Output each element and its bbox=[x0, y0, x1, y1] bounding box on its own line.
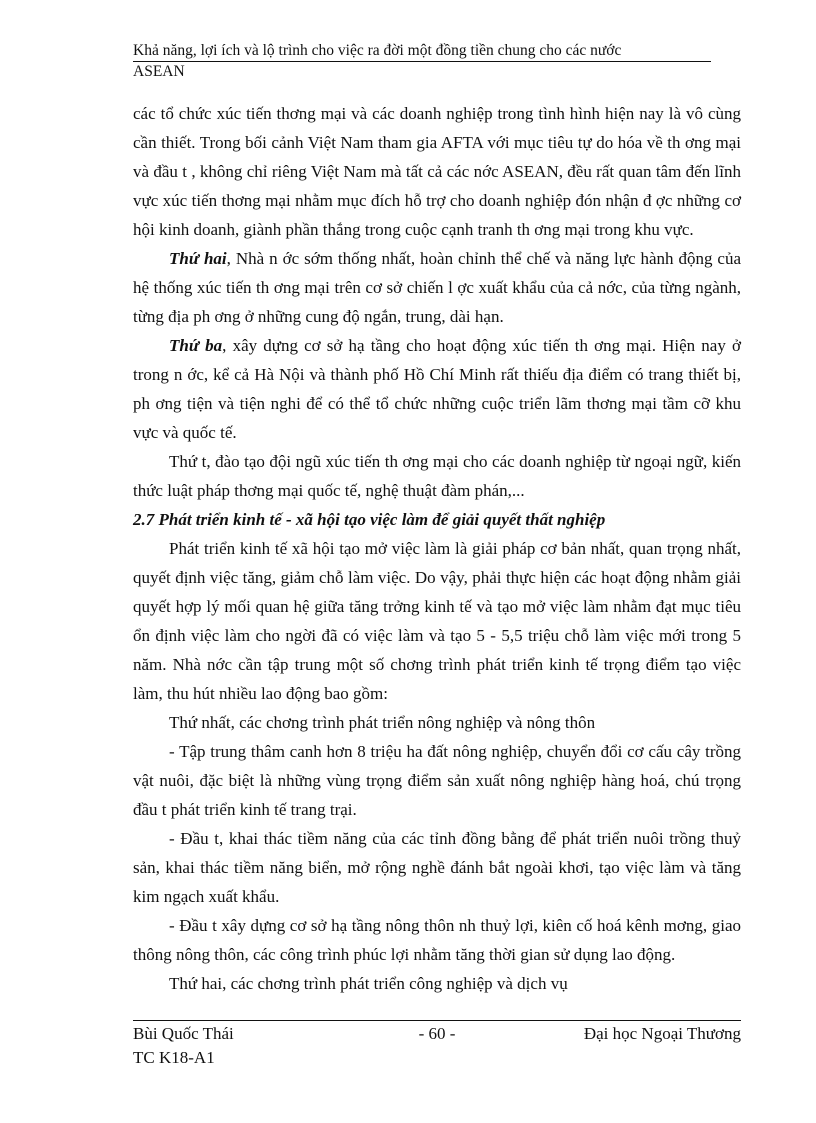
paragraph-9: - Đầu t xây dựng cơ sở hạ tầng nông thôn nh thuỷ lợi, kiên cố hoá kênh mơng, giao thông nông thôn, các công trình phúc lợi nhằm tăng thời gian sử dụng lao động. bbox=[133, 916, 741, 964]
paragraph-3 bbox=[133, 331, 741, 447]
footer-school: Đại học Ngoại Thương bbox=[583, 1024, 741, 1043]
paragraph-4: Thứ t, đào tạo đội ngũ xúc tiến th ơng mại cho các doanh nghiệp từ ngoại ngữ, kiến thức luật pháp thơng mại quốc tế, nghệ thuật đàm phán,... bbox=[133, 452, 741, 500]
paragraph-8: - Đầu t, khai thác tiềm năng của các tỉnh đồng bằng để phát triển nuôi trồng thuỷ sản, khai thác tiềm năng biển, mở rộng nghề đánh bắt ngoài khơi, tạo việc làm và tăng kim ngạch xuất khẩu. bbox=[133, 829, 741, 906]
paragraph-7: - Tập trung thâm canh hơn 8 triệu ha đất nông nghiệp, chuyển đổi cơ cấu cây trồng vật nuôi, đặc biệt là những vùng trọng điểm sản xuất nông nghiệp hàng hoá, chú trọng đầu t phát triển kinh tế trang trại. bbox=[133, 742, 741, 819]
main-content bbox=[133, 99, 741, 998]
paragraph-1: các tổ chức xúc tiến thơng mại và các doanh nghiệp trong tình hình hiện nay là vô cùng cần thiết. Trong bối cảnh Việt Nam tham gia AFTA với mục tiêu tự do hóa về th ơng mại và đầu t , không chỉ riêng Việt Nam mà tất cả các nớc ASEAN, đều rất quan tâm đến lĩnh vực xúc tiến thơng mại nhằm mục đích hỗ trợ cho doanh nghiệp đón nhận đ ợc những cơ hội kinh doanh, giành phần thắng trong cuộc cạnh tranh th ơng mại trong khu vực. bbox=[133, 104, 741, 239]
paragraph-2-text: , Nhà n ớc sớm thống nhất, hoàn chỉnh thể chế và năng lực hành động của hệ thống xúc tiến th ơng mại trên cơ sở chiến l ợc xuất khẩu của cả nớc, của từng ngành, từng địa ph ơng ở những cung độ ngắn, trung, dài hạn. bbox=[133, 249, 742, 326]
footer-class: TC K18-A1 bbox=[133, 1048, 215, 1067]
paragraph-3-lead: Thứ ba bbox=[169, 336, 223, 355]
footer-author: Bùi Quốc Thái bbox=[133, 1024, 234, 1043]
paragraph-3-text: , xây dựng cơ sở hạ tầng cho hoạt động xúc tiến th ơng mại. Hiện nay ở trong n ớc, kể cả Hà Nội và thành phố Hồ Chí Minh rất thiếu địa điểm có trang thiết bị, ph ơng tiện và tiện nghi để có thể tổ chức những cuộc triển lãm thơng mại tầm cỡ khu vực và quốc tế. bbox=[133, 336, 741, 442]
running-header bbox=[133, 40, 711, 82]
paragraph-10: Thứ hai, các chơng trình phát triển công nghiệp và dịch vụ bbox=[169, 974, 568, 993]
header-title-line-1: Khả năng, lợi ích và lộ trình cho việc ra đời một đồng tiền chung cho các nước bbox=[133, 42, 622, 59]
paragraph-6: Thứ nhất, các chơng trình phát triển nông nghiệp và nông thôn bbox=[169, 713, 596, 732]
header-rule bbox=[133, 61, 711, 62]
page-number: - 60 - bbox=[418, 1024, 456, 1043]
section-heading: 2.7 Phát triển kinh tế - xã hội tạo việc làm để giải quyết thất nghiệp bbox=[133, 510, 606, 529]
paragraph-5: Phát triển kinh tế xã hội tạo mở việc làm là giải pháp cơ bản nhất, quan trọng nhất, quyết định việc tăng, giảm chỗ làm việc. Do vậy, phải thực hiện các hoạt động nhằm giải quyết hợp lý mối quan hệ giữa tăng trởng kinh tế và tạo mở việc làm nhằm đạt mục tiêu ổn định việc làm cho ngời đã có việc làm và tạo 5 - 5,5 triệu chỗ làm việc mới trong 5 năm. Nhà nớc cần tập trung một số chơng trình phát triển kinh tế trọng điểm tạo việc làm, thu hút nhiều lao động bao gồm: bbox=[133, 539, 741, 703]
paragraph-2-lead: Thứ hai bbox=[169, 249, 227, 268]
footer-rule bbox=[133, 1020, 741, 1021]
header-title-line-2: ASEAN bbox=[133, 63, 185, 80]
paragraph-2 bbox=[133, 244, 741, 331]
running-footer bbox=[133, 1022, 741, 1070]
